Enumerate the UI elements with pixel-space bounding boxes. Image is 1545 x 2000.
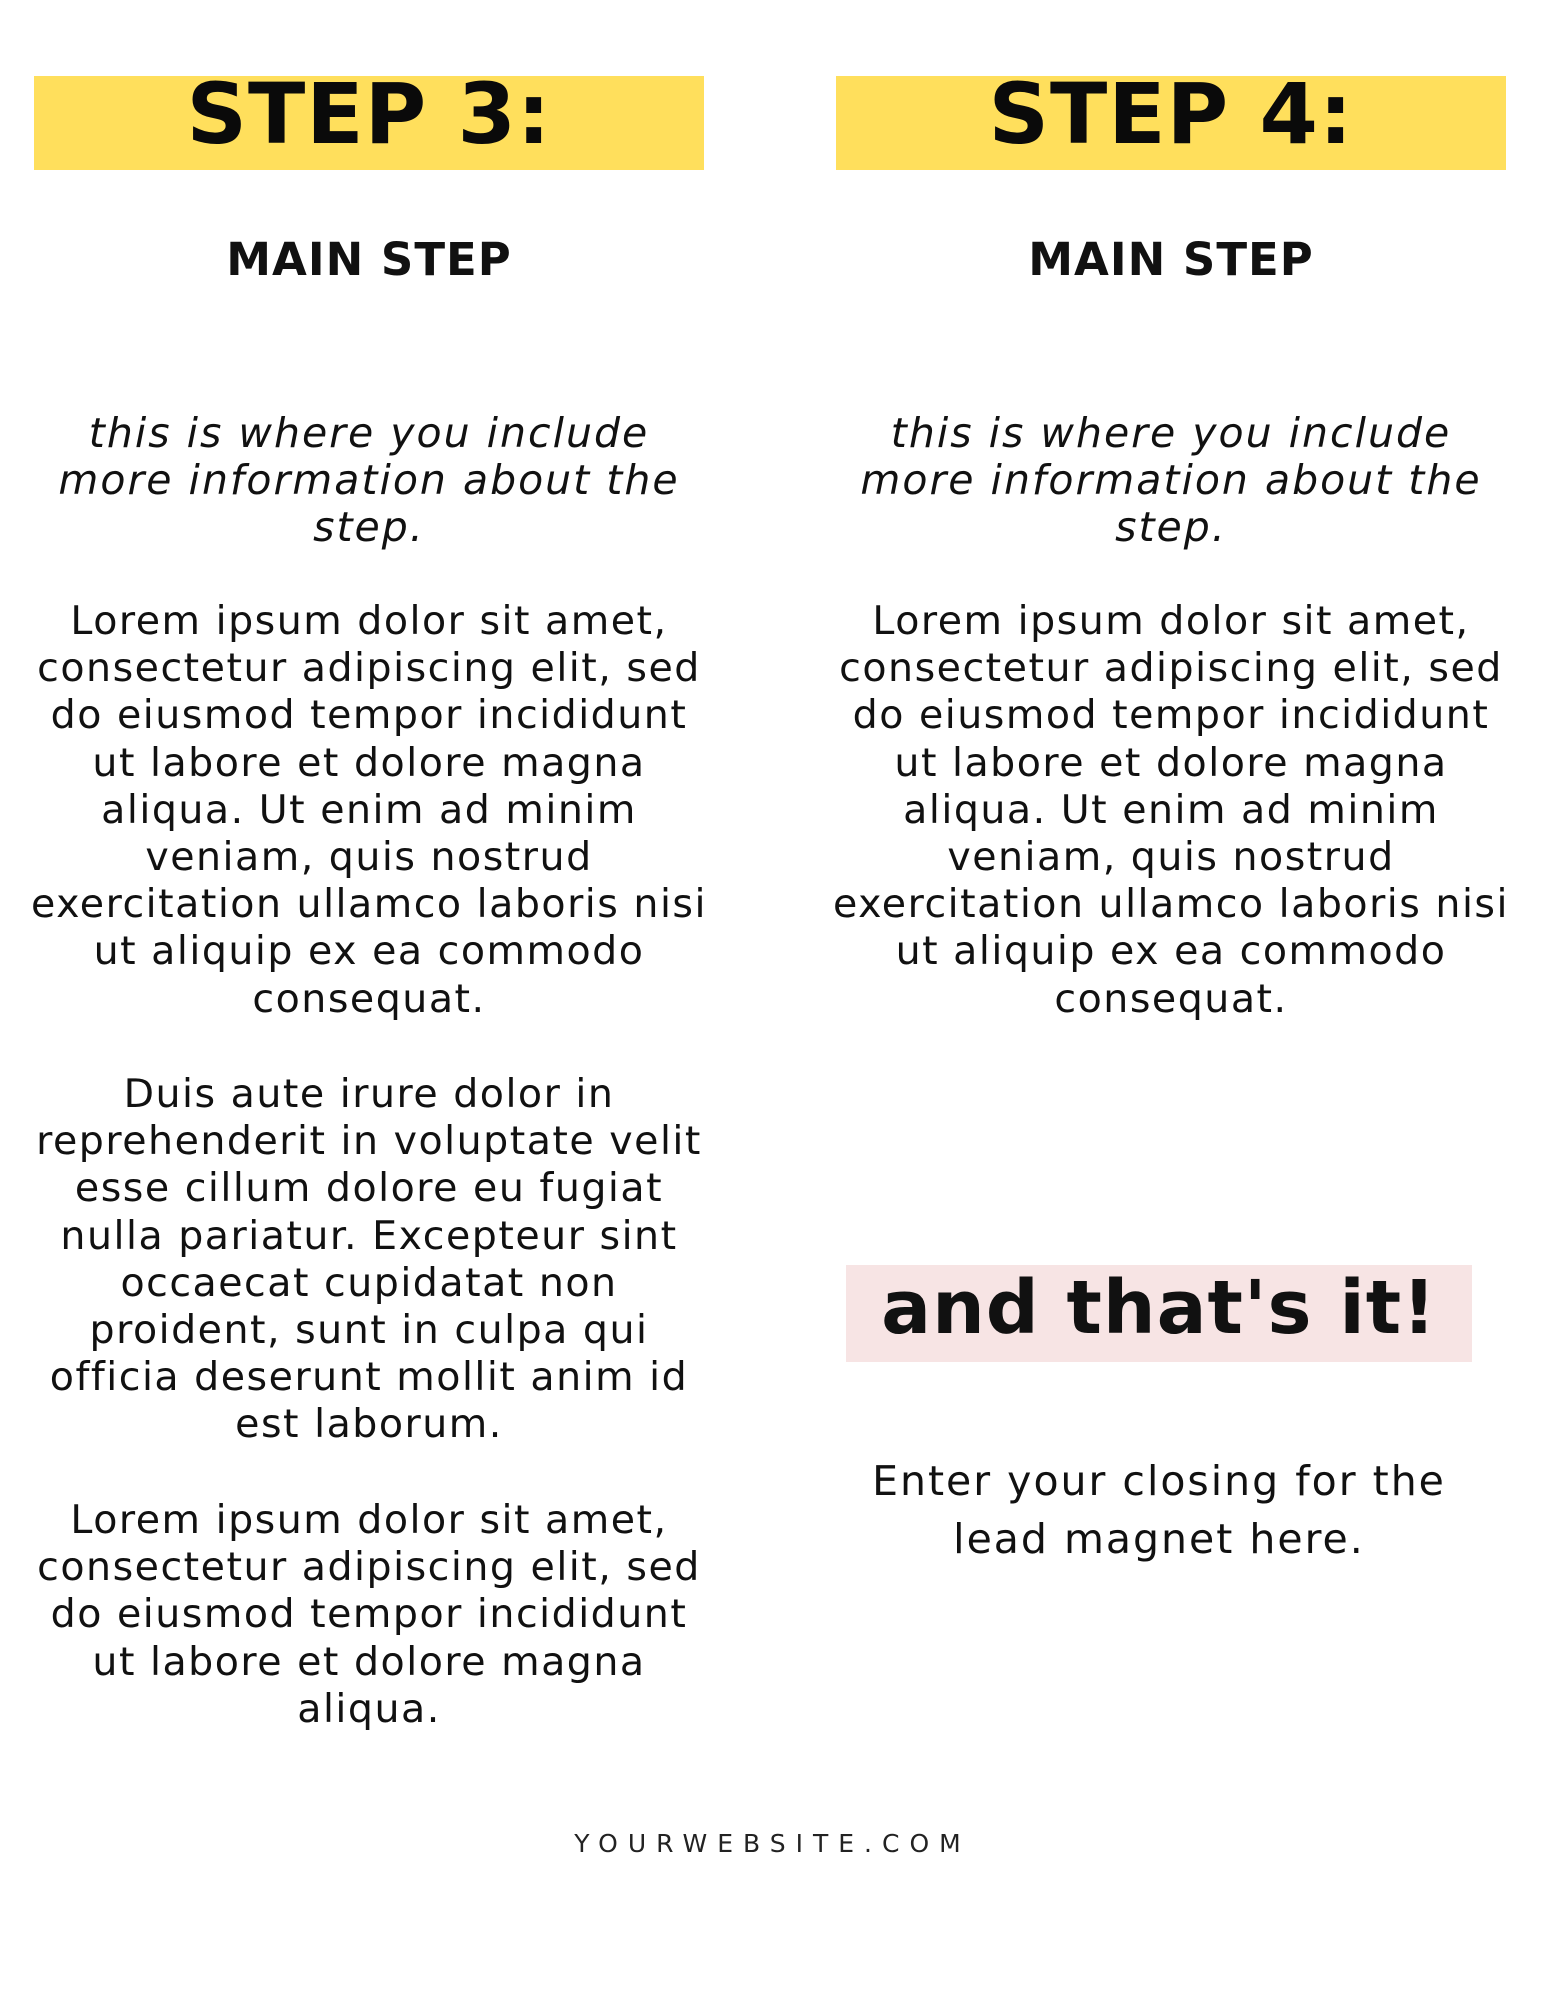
step-3-title: STEP 3: [186,65,552,163]
step-4-subtitle: MAIN STEP [1028,233,1314,286]
step-4-info-text: this is where you include more information about the step. [860,409,1482,551]
step-3-info-text: this is where you include more information about the step. [58,409,680,551]
step-3-column [31,0,707,1800]
step-3-paragraph-3: Lorem ipsum dolor sit amet, consectetur adipiscing elit, sed do eiusmod tempor incididunt ut labore et dolore magna aliqua. [37,1497,701,1732]
closing-text: Enter your closing for the lead magnet here. [872,1457,1446,1563]
step-3-paragraph-2: Duis aute irure dolor in reprehenderit in voluptate velit esse cillum dolore eu fugiat nulla pariatur. Excepteur sint occaecat cupidatat non proident, sunt in culpa qui officia deserunt mollit anim id est laborum. [36,1071,702,1448]
step-4-title: STEP 4: [988,65,1354,163]
closing-title: and that's it! [881,1265,1437,1351]
step-3-subtitle: MAIN STEP [226,233,512,286]
step-3-paragraph-1: Lorem ipsum dolor sit amet, consectetur adipiscing elit, sed do eiusmod tempor incididunt ut labore et dolore magna aliqua. Ut enim ad minim veniam, quis nostrud exercitation ullamco laboris nisi ut aliquip ex ea commodo consequat. [31,598,707,1022]
step-4-paragraph-1: Lorem ipsum dolor sit amet, consectetur adipiscing elit, sed do eiusmod tempor incididunt ut labore et dolore magna aliqua. Ut enim ad minim veniam, quis nostrud exercitation ullamco laboris nisi ut aliquip ex ea commodo consequat. [833,598,1509,1022]
step-4-column [833,0,1509,1800]
footer-website: YOURWEBSITE.COM [574,1829,971,1858]
